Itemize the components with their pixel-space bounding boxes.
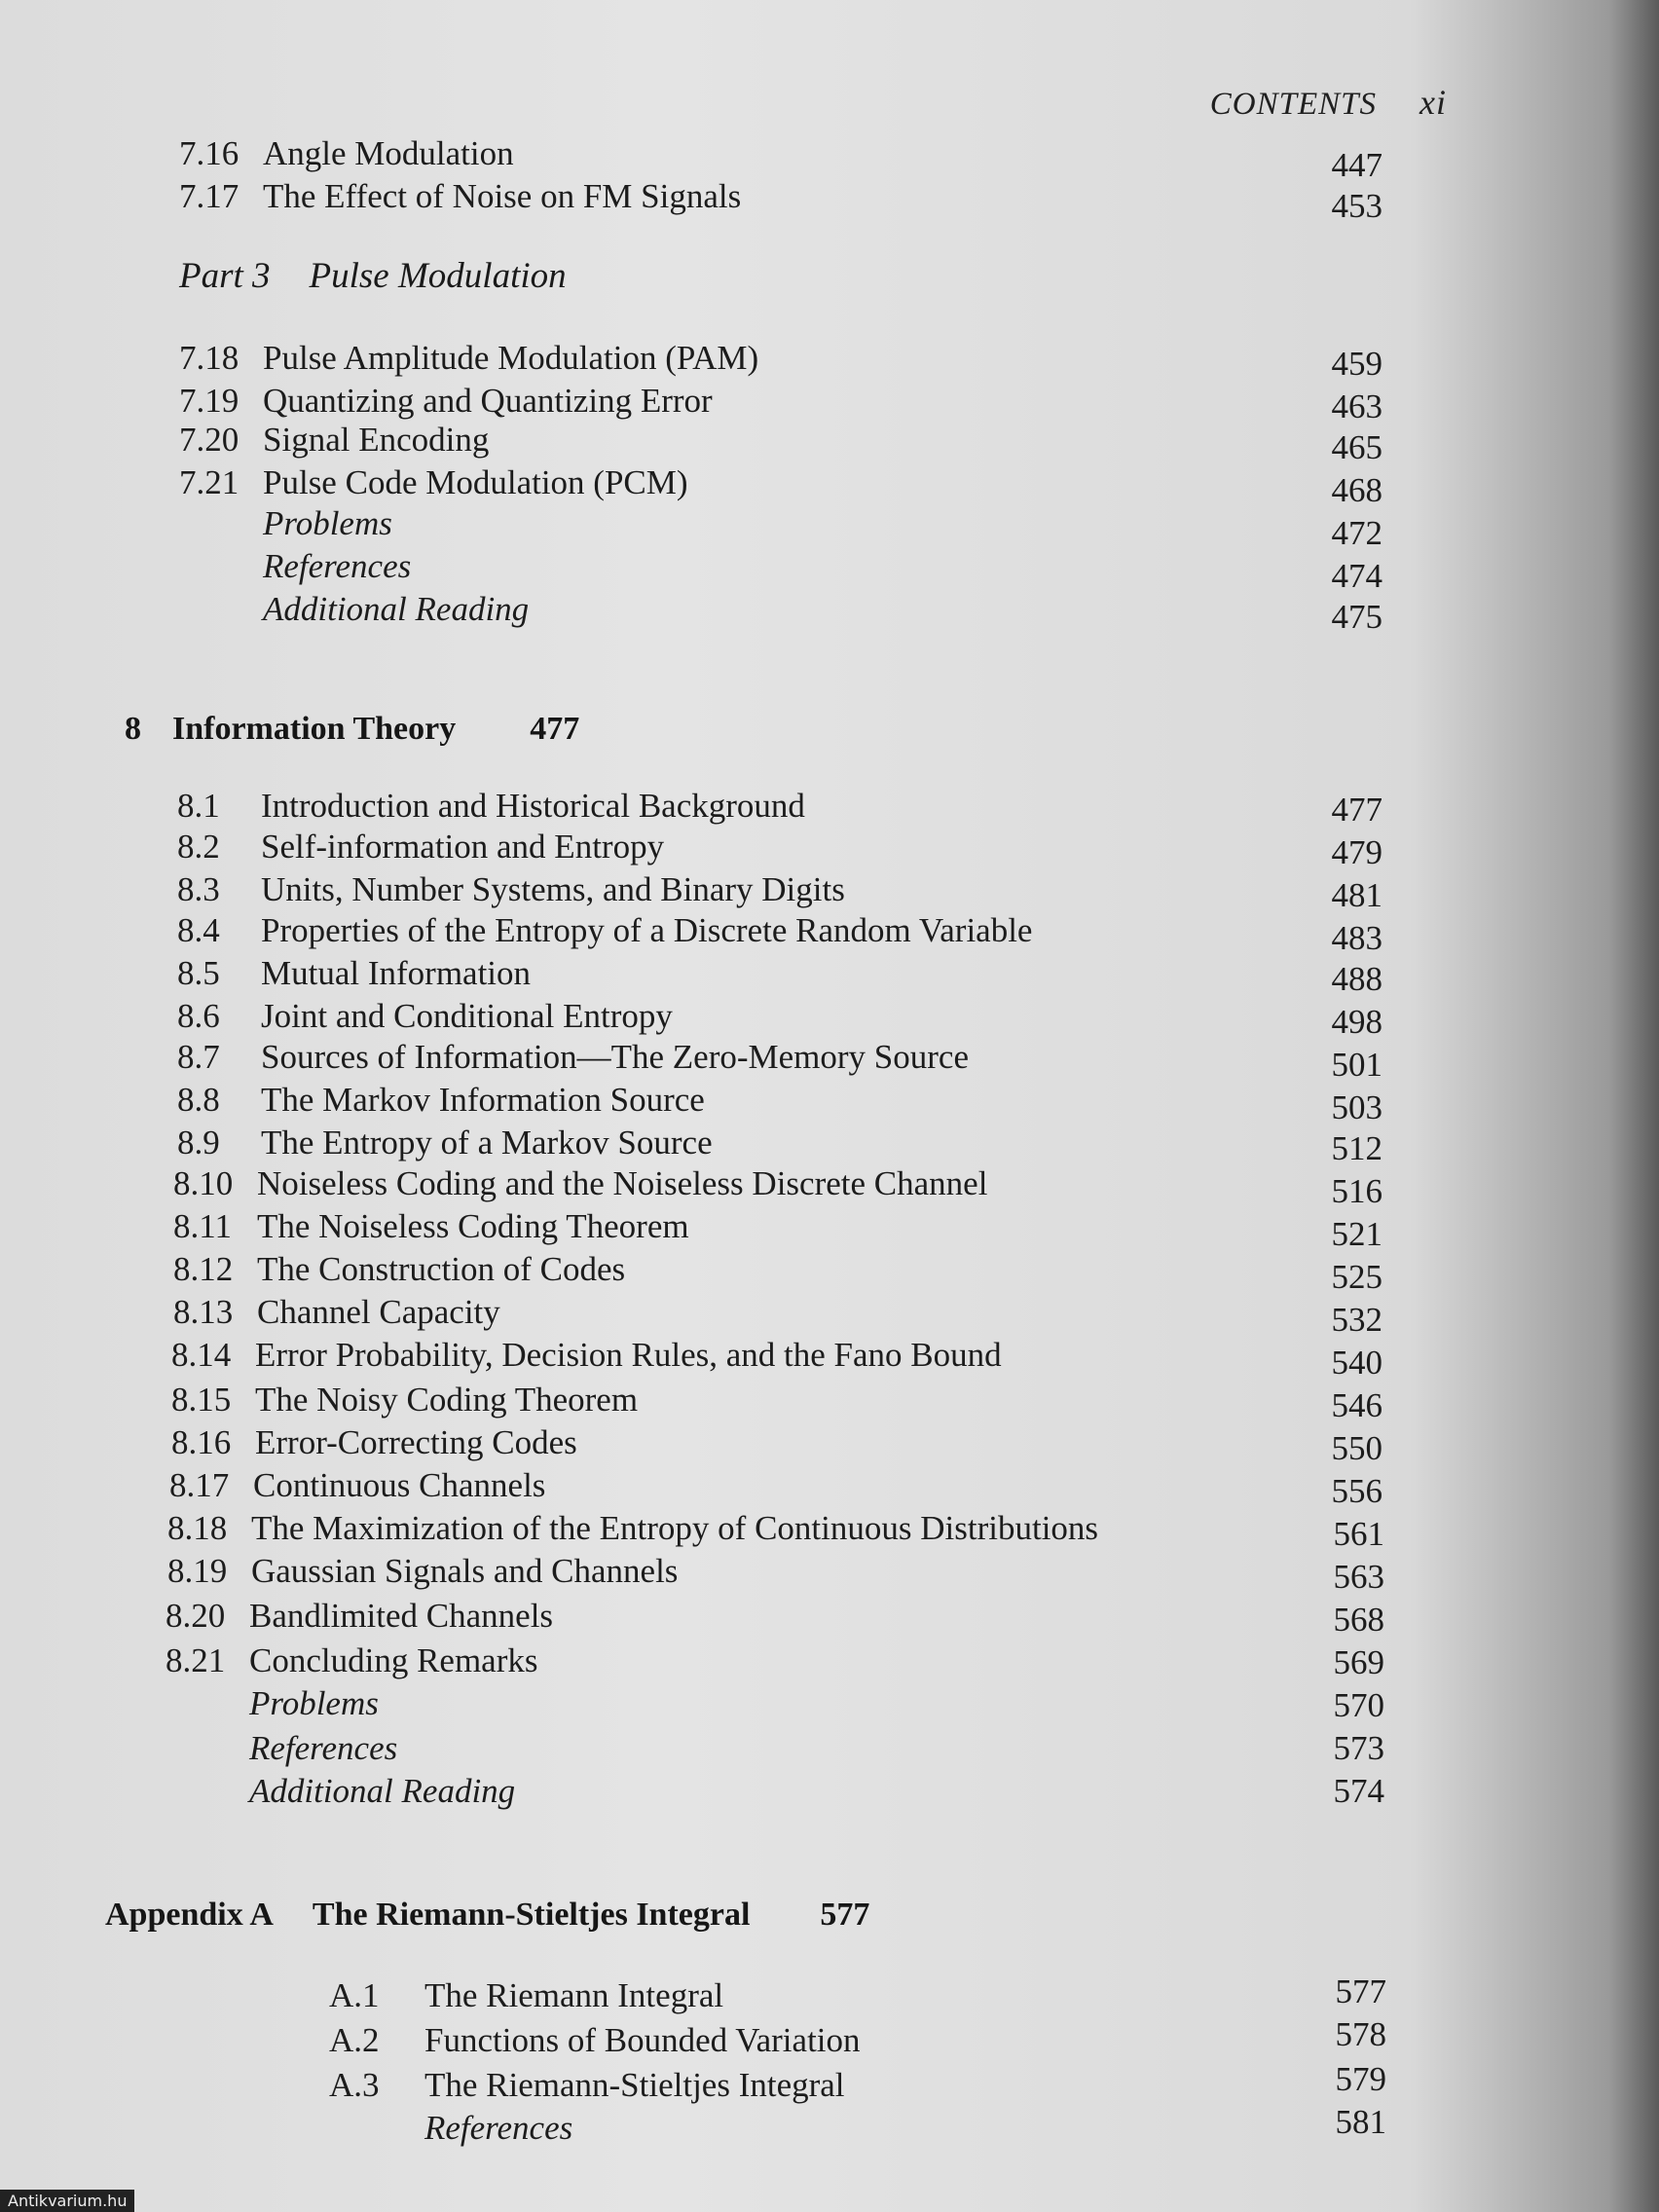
toc-page-number: 563 — [1333, 1558, 1384, 1596]
toc-back-matter: Additional Reading — [249, 1772, 516, 1810]
toc-page-number: 498 — [1331, 1003, 1382, 1041]
toc-entry: 7.16 Angle Modulation — [179, 134, 514, 172]
watermark: Antikvarium.hu — [0, 2190, 134, 2212]
toc-back-matter: Problems — [249, 1684, 379, 1722]
running-header — [1210, 82, 1447, 123]
toc-page-number: 468 — [1331, 471, 1382, 509]
toc-entry: A.2 Functions of Bounded Variation — [329, 2021, 861, 2059]
toc-page-number: 481 — [1331, 876, 1382, 914]
toc-entry: A.1 The Riemann Integral — [329, 1976, 724, 2014]
toc-back-matter: References — [249, 1729, 398, 1767]
toc-entry: 8.18 The Maximization of the Entropy of Continuous Distributions — [167, 1509, 1099, 1547]
toc-page-number: 472 — [1331, 514, 1382, 552]
toc-entry: 8.21 Concluding Remarks — [166, 1641, 538, 1679]
toc-entry: 7.17 The Effect of Noise on FM Signals — [179, 177, 742, 215]
toc-entry: 8.19 Gaussian Signals and Channels — [167, 1552, 679, 1590]
toc-entry: A.3 The Riemann-Stieltjes Integral — [329, 2066, 845, 2104]
toc-entry: 8.16 Error-Correcting Codes — [171, 1423, 577, 1461]
toc-page-number: 573 — [1333, 1729, 1384, 1767]
toc-back-matter: Problems — [263, 504, 392, 542]
toc-page-number: 475 — [1331, 598, 1382, 636]
toc-page-number: 488 — [1331, 960, 1382, 998]
toc-page-number: 546 — [1331, 1386, 1382, 1424]
toc-page-number: 479 — [1331, 833, 1382, 871]
toc-page-number: 568 — [1333, 1601, 1384, 1639]
toc-page-number: 483 — [1331, 919, 1382, 957]
toc-entry: 8.7 Sources of Information—The Zero-Memory Source — [177, 1038, 970, 1076]
toc-page-number: 453 — [1331, 187, 1382, 225]
appendix-heading: Appendix A The Riemann-Stieltjes Integral 577 — [105, 1897, 870, 1933]
toc-entry: 8.2 Self-information and Entropy — [177, 828, 665, 866]
toc-entry: 7.19 Quantizing and Quantizing Error — [179, 382, 713, 420]
chapter-heading: 8 Information Theory 477 — [125, 711, 580, 747]
toc-back-matter: References — [263, 547, 412, 585]
toc-entry: 8.1 Introduction and Historical Background — [177, 787, 805, 825]
toc-entry: 8.17 Continuous Channels — [169, 1466, 546, 1504]
toc-page-number: 578 — [1335, 2015, 1386, 2053]
toc-entry: 8.8 The Markov Information Source — [177, 1081, 705, 1119]
toc-entry: 8.14 Error Probability, Decision Rules, and the Fano Bound — [171, 1336, 1002, 1374]
toc-entry: 7.21 Pulse Code Modulation (PCM) — [179, 463, 688, 501]
toc-page-number: 561 — [1333, 1515, 1384, 1553]
toc-entry: 7.18 Pulse Amplitude Modulation (PAM) — [179, 339, 759, 377]
toc-page-number: 581 — [1335, 2103, 1386, 2141]
toc-page-number: 550 — [1331, 1429, 1382, 1467]
toc-page-number: 503 — [1331, 1088, 1382, 1126]
toc-page-number: 525 — [1331, 1258, 1382, 1296]
toc-entry: 8.9 The Entropy of a Markov Source — [177, 1124, 713, 1161]
header-label: CONTENTS — [1209, 87, 1378, 122]
toc-entry: 8.13 Channel Capacity — [173, 1293, 500, 1331]
toc-page-number: 465 — [1331, 428, 1382, 466]
toc-page-number: 574 — [1333, 1772, 1384, 1810]
toc-page-number: 577 — [1335, 1972, 1386, 2010]
toc-page-number: 447 — [1331, 146, 1382, 184]
toc-page-number: 579 — [1335, 2060, 1386, 2098]
toc-page-number: 474 — [1331, 557, 1382, 595]
toc-entry: 7.20 Signal Encoding — [179, 421, 490, 459]
toc-entry: 8.11 The Noiseless Coding Theorem — [173, 1207, 689, 1245]
toc-entry: 8.3 Units, Number Systems, and Binary Digits — [177, 870, 845, 908]
toc-page-number: 540 — [1331, 1344, 1382, 1382]
toc-page-number: 570 — [1333, 1686, 1384, 1724]
toc-page-number: 512 — [1331, 1129, 1382, 1167]
toc-back-matter: References — [424, 2109, 573, 2147]
toc-page-number: 532 — [1331, 1301, 1382, 1339]
toc-page-number: 501 — [1331, 1046, 1382, 1084]
toc-entry: 8.6 Joint and Conditional Entropy — [177, 997, 673, 1035]
toc-entry: 8.5 Mutual Information — [177, 954, 532, 992]
toc-entry: 8.12 The Construction of Codes — [173, 1250, 626, 1288]
toc-entry: 8.4 Properties of the Entropy of a Discrete Random Variable — [177, 911, 1033, 949]
toc-entry: 8.20 Bandlimited Channels — [166, 1597, 554, 1635]
toc-page-number: 459 — [1331, 345, 1382, 383]
toc-entry: 8.15 The Noisy Coding Theorem — [171, 1381, 639, 1419]
toc-entry: 8.10 Noiseless Coding and the Noiseless Discrete Channel — [173, 1164, 988, 1202]
toc-page-number: 569 — [1333, 1643, 1384, 1681]
toc-page-number: 521 — [1331, 1215, 1382, 1253]
toc-page-number: 516 — [1331, 1172, 1382, 1210]
toc-page-number: 477 — [1331, 791, 1382, 829]
toc-page-number: 463 — [1331, 387, 1382, 425]
header-page-numeral: xi — [1419, 83, 1447, 122]
part-heading: Part 3 Pulse Modulation — [179, 256, 567, 296]
toc-back-matter: Additional Reading — [263, 590, 530, 628]
toc-page-number: 556 — [1331, 1472, 1382, 1510]
